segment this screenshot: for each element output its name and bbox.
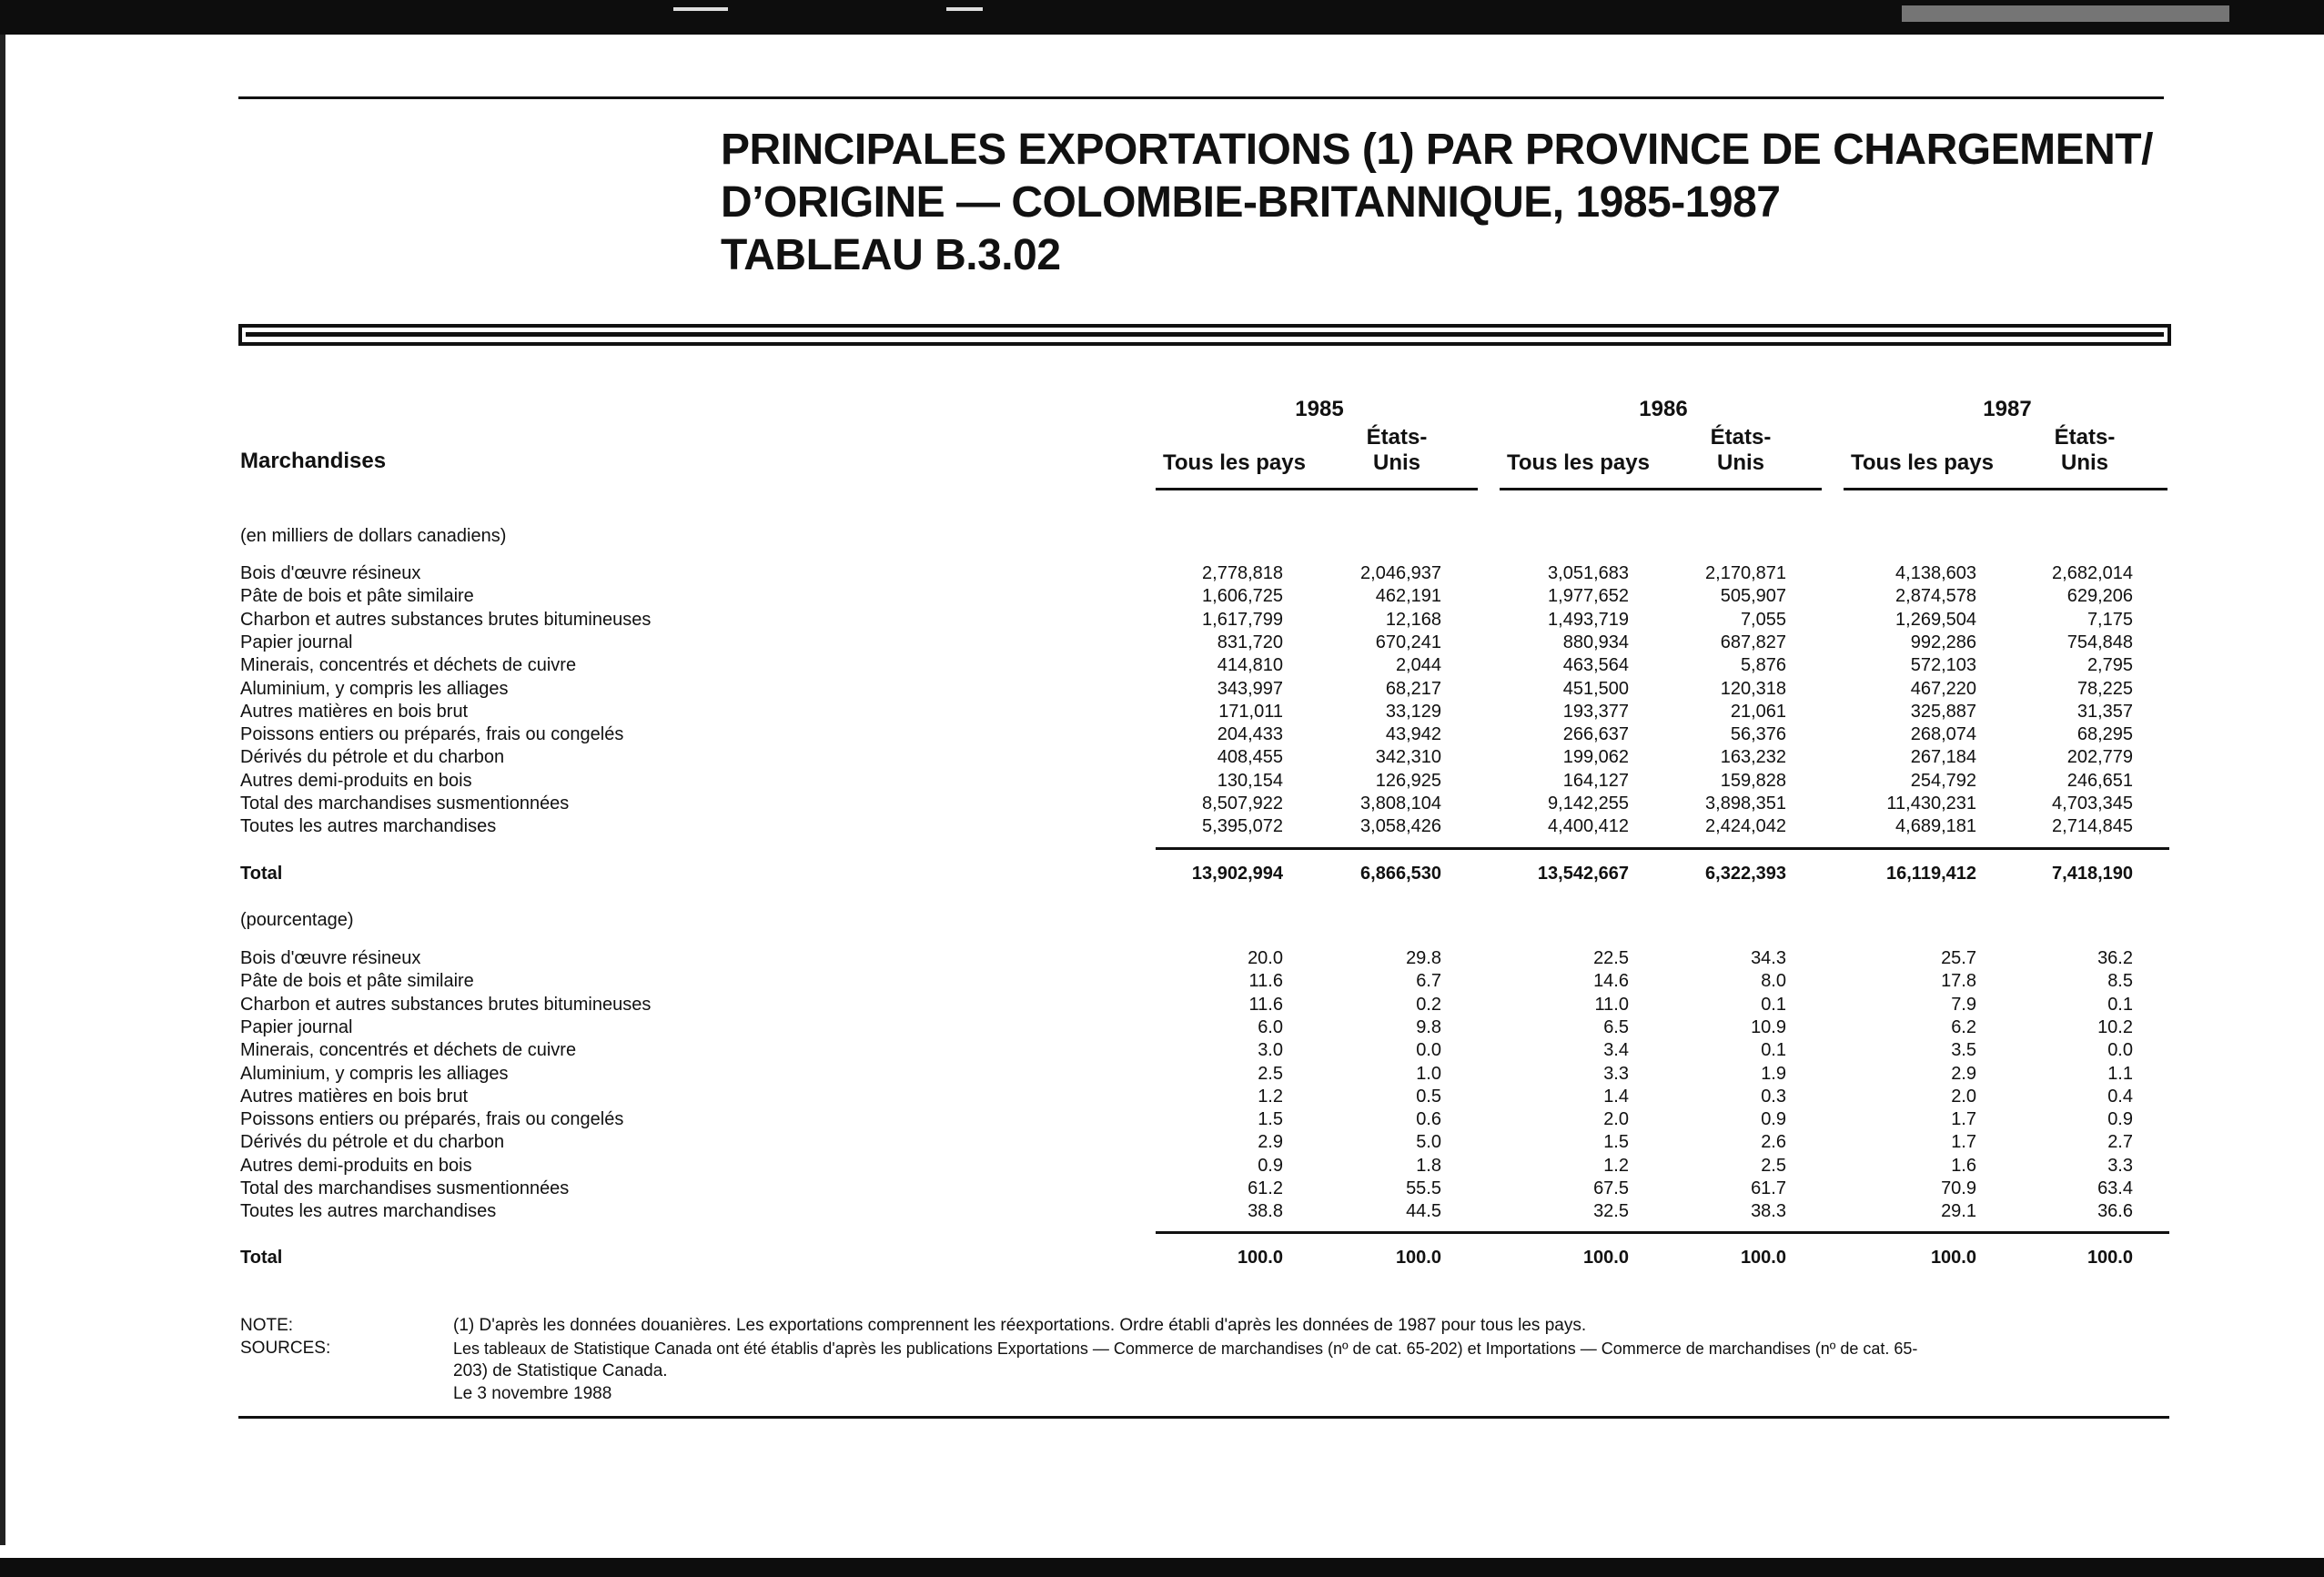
bottom-rule xyxy=(238,1416,2169,1419)
cell-1985-all: 130,154 xyxy=(1217,770,1283,791)
cell-1985-all: 2,778,818 xyxy=(1202,563,1283,583)
year-header-1985: 1985 xyxy=(1295,397,1344,421)
cell-1987-us: 754,848 xyxy=(2066,632,2133,652)
cell-1987-us: 246,651 xyxy=(2066,770,2133,791)
cell-1985-all: 1.5 xyxy=(1258,1109,1283,1130)
subheader-all-countries: Tous les pays xyxy=(1507,450,1650,475)
cell-1985-us: 2,044 xyxy=(1395,655,1441,676)
row-label: Aluminium, y compris les alliages xyxy=(240,678,509,699)
cell-1985-us: 44.5 xyxy=(1406,1201,1441,1222)
year-header-1986: 1986 xyxy=(1639,397,1688,421)
cell-1987-us: 3.3 xyxy=(2107,1155,2133,1176)
total-label: Total xyxy=(240,864,283,884)
cell-1987-all: 254,792 xyxy=(1910,770,1976,791)
cell-1986-all: 1.5 xyxy=(1603,1132,1629,1153)
row-label: Papier journal xyxy=(240,1016,353,1037)
cell-1985-us: 6.7 xyxy=(1416,971,1441,992)
cell-1987-all: 2.9 xyxy=(1951,1063,1976,1084)
cell-1987-us: 63.4 xyxy=(2097,1178,2133,1198)
cell-1985-all: 6.0 xyxy=(1258,1016,1283,1037)
row-label: Minerais, concentrés et déchets de cuivre xyxy=(240,655,577,676)
cell-1987-us: 2,682,014 xyxy=(2052,563,2133,583)
subheader-all-countries: Tous les pays xyxy=(1163,450,1306,475)
cell-1987-us: 2.7 xyxy=(2107,1132,2133,1153)
row-label: Autres matières en bois brut xyxy=(240,701,469,722)
sources-label: SOURCES: xyxy=(240,1339,331,1358)
scan-noise xyxy=(1902,5,2229,22)
cell-1986-all: 3,051,683 xyxy=(1548,563,1629,583)
cell-1985-us: 670,241 xyxy=(1375,632,1441,652)
cell-1985-all: 1.2 xyxy=(1258,1086,1283,1107)
cell-1985-all: 414,810 xyxy=(1217,655,1283,676)
cell-1987-us: 629,206 xyxy=(2066,586,2133,607)
cell-1986-us: 7,055 xyxy=(1740,609,1786,630)
cell-1986-us: 2,424,042 xyxy=(1705,816,1786,837)
cell-1987-all: 1.7 xyxy=(1951,1109,1976,1130)
cell-1987-all: 992,286 xyxy=(1910,632,1976,652)
cell-1986-all: 164,127 xyxy=(1562,770,1629,791)
cell-1985-all: 3.0 xyxy=(1258,1040,1283,1061)
cell-1986-us: 0.1 xyxy=(1761,994,1786,1015)
cell-1985-us: 126,925 xyxy=(1375,770,1441,791)
scan-speck xyxy=(673,7,728,11)
row-label: Bois d'œuvre résineux xyxy=(240,948,421,968)
cell-1987-all: 4,689,181 xyxy=(1895,816,1976,837)
sources-text-line1: Les tableaux de Statistique Canada ont été établis d'après les publications Exportations — Commerce de marchandises (nº de cat. 65-202) et Importations — Commerce de marchandises (nº de cat. 65- xyxy=(453,1339,1918,1358)
cell-1986-all: 9,142,255 xyxy=(1548,794,1629,814)
document-date: Le 3 novembre 1988 xyxy=(453,1384,612,1403)
total-cell-1986-us: 6,322,393 xyxy=(1705,864,1786,884)
cell-1987-all: 7.9 xyxy=(1951,994,1976,1015)
total-cell-1985-all: 100.0 xyxy=(1237,1248,1283,1268)
cell-1986-us: 21,061 xyxy=(1730,701,1786,722)
cell-1985-us: 9.8 xyxy=(1416,1016,1441,1037)
cell-1986-us: 0.1 xyxy=(1761,1040,1786,1061)
cell-1986-all: 11.0 xyxy=(1594,994,1629,1015)
cell-1986-us: 505,907 xyxy=(1720,586,1786,607)
cell-1986-us: 159,828 xyxy=(1720,770,1786,791)
cell-1986-all: 1,493,719 xyxy=(1548,609,1629,630)
cell-1987-all: 325,887 xyxy=(1910,701,1976,722)
cell-1985-us: 55.5 xyxy=(1406,1178,1441,1198)
cell-1985-all: 831,720 xyxy=(1217,632,1283,652)
cell-1987-all: 25.7 xyxy=(1941,948,1976,968)
scan-speck xyxy=(946,7,983,11)
scan-border-bottom xyxy=(0,1558,2324,1577)
cell-1985-all: 20.0 xyxy=(1248,948,1283,968)
cell-1986-us: 2.6 xyxy=(1761,1132,1786,1153)
row-label: Poissons entiers ou préparés, frais ou congelés xyxy=(240,1109,624,1130)
cell-1987-us: 0.0 xyxy=(2107,1040,2133,1061)
cell-1986-all: 3.4 xyxy=(1603,1040,1629,1061)
row-label: Bois d'œuvre résineux xyxy=(240,563,421,583)
cell-1987-us: 4,703,345 xyxy=(2052,794,2133,814)
cell-1985-all: 204,433 xyxy=(1217,724,1283,745)
cell-1987-us: 0.9 xyxy=(2107,1109,2133,1130)
cell-1986-us: 0.3 xyxy=(1761,1086,1786,1107)
subheader-us-line1: États- xyxy=(1710,425,1772,450)
cell-1986-all: 1.2 xyxy=(1603,1155,1629,1176)
cell-1986-all: 463,564 xyxy=(1562,655,1629,676)
cell-1986-us: 163,232 xyxy=(1720,747,1786,768)
cell-1986-all: 1,977,652 xyxy=(1548,586,1629,607)
cell-1987-all: 11,430,231 xyxy=(1886,794,1976,814)
cell-1985-all: 408,455 xyxy=(1217,747,1283,768)
total-cell-1987-us: 100.0 xyxy=(2087,1248,2133,1268)
cell-1986-us: 8.0 xyxy=(1761,971,1786,992)
subheader-us-line1: États- xyxy=(1366,425,1428,450)
total-cell-1985-us: 6,866,530 xyxy=(1360,864,1441,884)
cell-1985-us: 3,808,104 xyxy=(1360,794,1441,814)
cell-1987-all: 4,138,603 xyxy=(1895,563,1976,583)
row-label: Dérivés du pétrole et du charbon xyxy=(240,747,505,768)
row-label: Dérivés du pétrole et du charbon xyxy=(240,1132,505,1153)
cell-1986-all: 199,062 xyxy=(1562,747,1629,768)
cell-1986-us: 1.9 xyxy=(1761,1063,1786,1084)
cell-1987-us: 202,779 xyxy=(2066,747,2133,768)
cell-1985-us: 0.6 xyxy=(1416,1109,1441,1130)
cell-1986-us: 2,170,871 xyxy=(1705,563,1786,583)
cell-1985-all: 1,617,799 xyxy=(1202,609,1283,630)
scan-border-top xyxy=(0,0,2324,35)
row-label: Papier journal xyxy=(240,632,353,652)
cell-1986-us: 3,898,351 xyxy=(1705,794,1786,814)
total-cell-1985-us: 100.0 xyxy=(1395,1248,1441,1268)
cell-1986-all: 67.5 xyxy=(1593,1178,1629,1198)
section-label-values: (en milliers de dollars canadiens) xyxy=(240,526,507,546)
cell-1985-us: 29.8 xyxy=(1406,948,1441,968)
cell-1985-all: 38.8 xyxy=(1248,1201,1283,1222)
cell-1987-us: 0.4 xyxy=(2107,1086,2133,1107)
cell-1986-all: 22.5 xyxy=(1593,948,1629,968)
row-label: Pâte de bois et pâte similaire xyxy=(240,586,474,607)
cell-1985-all: 0.9 xyxy=(1258,1155,1283,1176)
row-label: Autres demi-produits en bois xyxy=(240,1155,472,1176)
cell-1987-all: 1,269,504 xyxy=(1895,609,1976,630)
cell-1985-us: 2,046,937 xyxy=(1360,563,1441,583)
cell-1987-all: 6.2 xyxy=(1951,1016,1976,1037)
cell-1985-us: 33,129 xyxy=(1385,701,1441,722)
cell-1987-all: 1.6 xyxy=(1951,1155,1976,1176)
cell-1987-all: 467,220 xyxy=(1910,678,1976,699)
row-label: Aluminium, y compris les alliages xyxy=(240,1063,509,1084)
cell-1987-us: 7,175 xyxy=(2087,609,2133,630)
cell-1986-all: 2.0 xyxy=(1603,1109,1629,1130)
total-rule-percent xyxy=(1156,1231,2169,1234)
cell-1985-us: 0.0 xyxy=(1416,1040,1441,1061)
header-rule-1986 xyxy=(1500,488,1822,490)
cell-1987-us: 36.6 xyxy=(2097,1201,2133,1222)
row-label: Poissons entiers ou préparés, frais ou congelés xyxy=(240,724,624,745)
cell-1986-all: 3.3 xyxy=(1603,1063,1629,1084)
title-line-3: TABLEAU B.3.02 xyxy=(721,231,1061,279)
cell-1985-us: 5.0 xyxy=(1416,1132,1441,1153)
top-rule xyxy=(238,96,2164,99)
cell-1985-us: 1.0 xyxy=(1416,1063,1441,1084)
row-label: Toutes les autres marchandises xyxy=(240,1201,497,1222)
cell-1986-all: 193,377 xyxy=(1562,701,1629,722)
row-label: Autres demi-produits en bois xyxy=(240,770,472,791)
title-line-1: PRINCIPALES EXPORTATIONS (1) PAR PROVINCE DE CHARGEMENT/ xyxy=(721,126,2153,174)
cell-1985-all: 171,011 xyxy=(1218,701,1283,722)
scan-border-left xyxy=(0,35,5,1545)
row-label: Total des marchandises susmentionnées xyxy=(240,794,570,814)
cell-1985-us: 342,310 xyxy=(1375,747,1441,768)
total-cell-1987-all: 100.0 xyxy=(1930,1248,1976,1268)
cell-1986-us: 34.3 xyxy=(1751,948,1786,968)
title-line-2: D’ORIGINE — COLOMBIE-BRITANNIQUE, 1985-1987 xyxy=(721,178,1781,227)
cell-1987-us: 1.1 xyxy=(2107,1063,2133,1084)
cell-1985-us: 12,168 xyxy=(1385,609,1441,630)
document-title xyxy=(721,124,2195,282)
row-label: Pâte de bois et pâte similaire xyxy=(240,971,474,992)
cell-1987-us: 0.1 xyxy=(2107,994,2133,1015)
cell-1986-us: 56,376 xyxy=(1730,724,1786,745)
cell-1987-all: 268,074 xyxy=(1910,724,1976,745)
total-cell-1987-all: 16,119,412 xyxy=(1886,864,1976,884)
cell-1986-all: 451,500 xyxy=(1562,678,1629,699)
total-cell-1987-us: 7,418,190 xyxy=(2052,864,2133,884)
cell-1987-us: 2,714,845 xyxy=(2052,816,2133,837)
total-cell-1986-all: 13,542,667 xyxy=(1537,864,1629,884)
cell-1987-all: 29.1 xyxy=(1941,1201,1976,1222)
subheader-us-line1: États- xyxy=(2054,425,2116,450)
cell-1985-all: 11.6 xyxy=(1248,971,1283,992)
cell-1987-us: 68,295 xyxy=(2076,724,2133,745)
row-label: Minerais, concentrés et déchets de cuivre xyxy=(240,1040,577,1061)
row-label: Charbon et autres substances brutes bitumineuses xyxy=(240,994,652,1015)
cell-1986-all: 1.4 xyxy=(1603,1086,1629,1107)
cell-1986-us: 38.3 xyxy=(1751,1201,1786,1222)
note-text: (1) D'après les données douanières. Les exportations comprennent les réexportations. Ordre établi d'après les données de 1987 pour tous les pays. xyxy=(453,1316,1587,1335)
cell-1985-us: 462,191 xyxy=(1375,586,1441,607)
cell-1986-all: 14.6 xyxy=(1593,971,1629,992)
cell-1986-us: 61.7 xyxy=(1751,1178,1786,1198)
subheader-all-countries: Tous les pays xyxy=(1851,450,1994,475)
cell-1985-all: 5,395,072 xyxy=(1202,816,1283,837)
title-banner-bar xyxy=(238,324,2171,346)
cell-1986-all: 880,934 xyxy=(1562,632,1629,652)
cell-1987-us: 2,795 xyxy=(2087,655,2133,676)
cell-1986-us: 2.5 xyxy=(1761,1155,1786,1176)
cell-1985-all: 61.2 xyxy=(1248,1178,1283,1198)
cell-1987-us: 36.2 xyxy=(2097,948,2133,968)
cell-1986-us: 120,318 xyxy=(1720,678,1786,699)
total-cell-1985-all: 13,902,994 xyxy=(1191,864,1283,884)
total-rule-values xyxy=(1156,847,2169,850)
cell-1986-all: 266,637 xyxy=(1562,724,1629,745)
section-label-percent: (pourcentage) xyxy=(240,910,354,930)
cell-1987-all: 572,103 xyxy=(1910,655,1976,676)
header-rule-1985 xyxy=(1156,488,1478,490)
row-label: Charbon et autres substances brutes bitumineuses xyxy=(240,609,652,630)
cell-1986-us: 687,827 xyxy=(1720,632,1786,652)
cell-1987-all: 2,874,578 xyxy=(1895,586,1976,607)
cell-1985-all: 8,507,922 xyxy=(1202,794,1283,814)
subheader-us-line2: Unis xyxy=(1716,450,1764,475)
cell-1987-all: 3.5 xyxy=(1951,1040,1976,1061)
cell-1985-us: 68,217 xyxy=(1385,678,1441,699)
cell-1987-all: 70.9 xyxy=(1941,1178,1976,1198)
cell-1985-all: 343,997 xyxy=(1217,678,1283,699)
cell-1987-all: 17.8 xyxy=(1941,971,1976,992)
cell-1985-all: 1,606,725 xyxy=(1202,586,1283,607)
cell-1985-us: 0.2 xyxy=(1416,994,1441,1015)
cell-1986-all: 32.5 xyxy=(1593,1201,1629,1222)
cell-1987-all: 1.7 xyxy=(1951,1132,1976,1153)
total-cell-1986-us: 100.0 xyxy=(1740,1248,1786,1268)
cell-1985-us: 1.8 xyxy=(1416,1155,1441,1176)
sources-text-line2: 203) de Statistique Canada. xyxy=(453,1361,668,1380)
cell-1985-us: 0.5 xyxy=(1416,1086,1441,1107)
cell-1985-all: 2.5 xyxy=(1258,1063,1283,1084)
subheader-us-line2: Unis xyxy=(1372,450,1420,475)
cell-1985-us: 43,942 xyxy=(1385,724,1441,745)
cell-1985-us: 3,058,426 xyxy=(1360,816,1441,837)
cell-1987-us: 10.2 xyxy=(2097,1016,2133,1037)
row-label: Total des marchandises susmentionnées xyxy=(240,1178,570,1198)
cell-1987-us: 8.5 xyxy=(2107,971,2133,992)
note-label: NOTE: xyxy=(240,1316,294,1335)
cell-1985-all: 11.6 xyxy=(1248,994,1283,1015)
cell-1987-all: 2.0 xyxy=(1951,1086,1976,1107)
cell-1986-all: 4,400,412 xyxy=(1548,816,1629,837)
year-header-1987: 1987 xyxy=(1983,397,2032,421)
cell-1987-all: 267,184 xyxy=(1910,747,1976,768)
total-label: Total xyxy=(240,1248,283,1268)
cell-1986-us: 0.9 xyxy=(1761,1109,1786,1130)
cell-1985-all: 2.9 xyxy=(1258,1132,1283,1153)
row-label: Autres matières en bois brut xyxy=(240,1086,469,1107)
total-cell-1986-all: 100.0 xyxy=(1582,1248,1629,1268)
cell-1987-us: 78,225 xyxy=(2076,678,2133,699)
cell-1986-us: 5,876 xyxy=(1740,655,1786,676)
row-label: Toutes les autres marchandises xyxy=(240,816,497,837)
cell-1986-us: 10.9 xyxy=(1751,1016,1786,1037)
cell-1986-all: 6.5 xyxy=(1603,1016,1629,1037)
stub-header: Marchandises xyxy=(240,449,387,473)
cell-1987-us: 31,357 xyxy=(2076,701,2133,722)
header-rule-1987 xyxy=(1844,488,2167,490)
subheader-us-line2: Unis xyxy=(2060,450,2108,475)
